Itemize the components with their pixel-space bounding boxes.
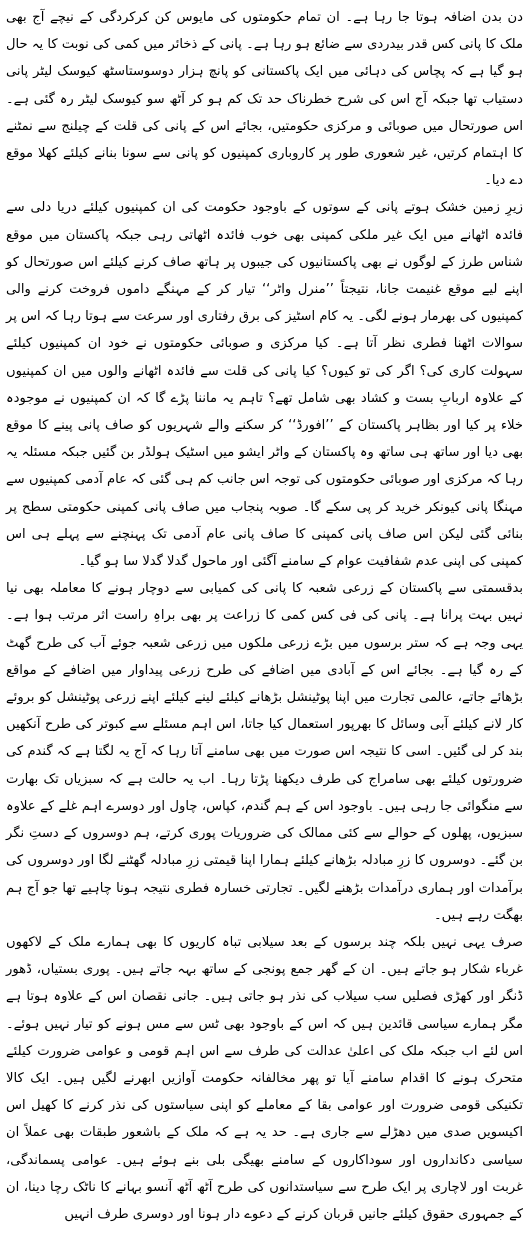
article-paragraph: صرف یہی نہیں بلکہ چند برسوں کے بعد سیلابی تباہ کاریوں کا بھی ہمارے ملک کے لاکھوں غرباء شکار ہو جاتے ہیں۔ ان کے گھر جمع پونجی کے ساتھ بہہ جاتے ہیں۔ پوری بستیاں، ڈھور ڈنگر اور کھڑی فصلیں سب سیلاب کی نذر ہو جاتی ہیں۔ جانی نقصان اس کے علاوہ ہوتا ہے مگر ہمارے سیاسی قائدین ہیں کہ اس کے باوجود بھی ٹس سے مس ہونے کو تیار نہیں ہوئے۔ اس لئے اب جبکہ ملک کی اعلیٰ عدالت کی طرف سے اس اہم قومی و عوامی ضرورت کیلئے متحرک ہونے کا اقدام سامنے آیا تو پھر مخالفانہ حکومت آوازیں ابھرنے لگیں ہیں۔ ایک کالا تکنیکی قومی ضرورت اور عوامی بقا کے معاملے کو اپنی سیاستوں کی نذر کرنے کا کھیل اس اکیسویں صدی میں دھڑلے سے جاری ہے۔ حد یہ ہے کہ ملک کے باشعور طبقات بھی عملاً ان سیاسی دکانداروں اور سوداکاروں کے سامنے بھیگی بلی بنے ہوئے ہیں۔ عوامی پسماندگی، غربت اور لاچاری پر ایک طرح سے سیاستدانوں کی طرح آٹھ آٹھ آنسو بہانے کا ناٹک رچا دینا، ان کے جمہوری حقوق کیلئے جانیں قربان کرنے کے دعوے دار ہونا اور دوسری طرف انہیں [6, 934, 523, 1222]
article-paragraph: زیرِ زمین خشک ہوتے پانی کے سوتوں کے باوجود حکومت کی ان کمپنیوں کیلئے دریا دلی سے فائدہ اٹھانے میں ایک غیر ملکی کمپنی بھی خوب فائدہ اٹھاتی رہی جبکہ پاکستان میں موقع شناس طرز کے لوگوں نے بھی پاکستانیوں کی جیبوں پر ہاتھ صاف کرنے کیلئے اس صورتحال کو اپنے لیے موقع غنیمت جانا، نتیجتاً ’’منرل واٹر‘‘ تیار کر کے مہنگے داموں فروخت کرنے والی کمپنیوں کی بھرمار ہونے لگی۔ یہ کام اسٹیز کی برق رفتاری اور سرعت سے ہوتا رہا کہ اس پر سوالات اٹھنا فطری نظر آتا ہے۔ کیا مرکزی و صوبائی حکومتوں نے خود ان کمپنیوں کیلئے سہولت کاری کی؟ اگر کی تو کیوں؟ کیا پانی کی قلت سے فائدہ اٹھانے والوں میں ان کمپنیوں کے علاوہ اربابِ بست و کشاد بھی شامل تھے؟ تاہم یہ ماننا پڑے گا کہ ان کمپنیوں نے موجودہ خلاء پر کیا اور بظاہر پاکستان کے ’’افورڈ‘‘ کر سکنے والے شہریوں کو صاف پانی پینے کا موقع بھی دیا اور ساتھ ہی ساتھ وہ پاکستان کے واٹر ایشو میں اسٹیک ہولڈر بن گئیں جبکہ مسئلہ یہ رہا کہ مرکزی اور صوبائی حکومتوں کی توجہ اس جانب کم ہی گئی کہ عام آدمی کمپنیوں سے مہنگا پانی کیونکر خرید کر پی سکے گا۔ صوبہ پنجاب میں صاف پانی کمپنی حکومتی سطح پر بنائی گئی لیکن اس صاف پانی کمپنی کا صاف پانی عام آدمی تک پہنچنے سے پہلے ہی اس کمپنی کی اپنی عدم شفافیت عوام کے سامنے آگئی اور ماحول گدلا گدلا سا ہو گیا۔ [6, 200, 523, 570]
article-paragraph: بدقسمتی سے پاکستان کے زرعی شعبہ کا پانی کی کمیابی سے دوچار ہونے کا معاملہ بھی نیا نہیں بہت پرانا ہے۔ پانی کی فی کس کمی کا زراعت پر بھی براہِ راست اثر مرتب ہوا ہے۔ یہی وجہ ہے کہ ستر برسوں میں بڑے زرعی ملکوں میں زرعی شعبہ جوئے آب کی طرح گھٹ کے رہ گیا ہے۔ بجائے اس کے آبادی میں اضافے کی طرح زرعی پیداوار میں اضافے کے مواقع بڑھائے جاتے، عالمی تجارت میں اپنا پوٹینشل بڑھانے کیلئے لینے کیلئے اپنے زرعی پوٹینشل کو بروئے کار لانے کیلئے آبی وسائل کا بھرپور استعمال کیا جاتا، اس اہم مسئلے سے کبوتر کی طرح آنکھیں بند کر لی گئیں۔ اسی کا نتیجہ اس صورت میں بھی سامنے آتا رہا کہ آج یہ لگتا ہے کہ گندم کی ضرورتوں کیلئے بھی سامراج کی طرف دیکھنا پڑتا رہا۔ اب یہ حالت ہے کہ سبزیاں تک بھارت سے منگوائی جا رہی ہیں۔ باوجود اس کے ہم گندم، کپاس، چاول اور دوسرے اہم غلے کے علاوہ سبزیوں، پھلوں کے حوالے سے کئی ممالک کی ضروریات پوری کرتے، ہم دوسروں کے دستِ نگر بن گئے۔ دوسروں کا زرِ مبادلہ بڑھانے کیلئے ہمارا اپنا قیمتی زرِ مبادلہ گھٹنے لگا اور دوسروں کی برآمدات اور ہماری درآمدات بڑھنے لگیں۔ تجارتی خسارہ فطری نتیجہ ہونا چاہیے تھا جو آج ہم بھگت رہے ہیں۔ [6, 581, 523, 923]
article-paragraph: دن بدن اضافہ ہوتا جا رہا ہے۔ ان تمام حکومتوں کی مایوس کن کرکردگی کے نیچے آج بھی ملک کا پانی کس قدر بیدردی سے ضائع ہو رہا ہے۔ پانی کے ذخائر میں کمی کی نوبت کا یہ حال ہو گیا ہے کہ پچاس کی دہائی میں ایک پاکستانی کو پانچ ہزار دوسوستاسٹھ کیوسک لیٹر پانی دستیاب تھا جبکہ آج اس کی شرح خطرناک حد تک کم ہو کر آٹھ سو کیوسک لیٹر رہ گئی ہے۔ اس صورتحال میں صوبائی و مرکزی حکومتیں، بجائے اس کے پانی کی قلت کے چیلنج سے نمٹنے کا اہتمام کرتیں، غیر شعوری طور پر کاروباری کمپنیوں کو پانی سے سونا بنانے کیلئے کھلا موقع دے دیا۔ [6, 10, 523, 189]
